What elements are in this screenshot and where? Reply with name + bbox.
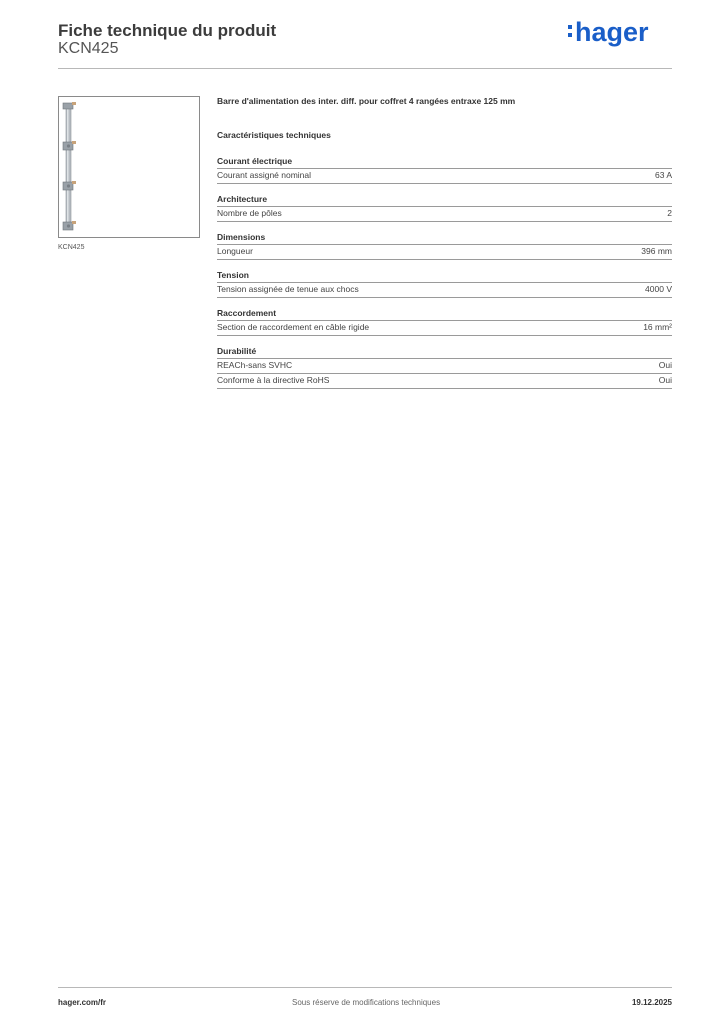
footer-disclaimer: Sous réserve de modifications techniques	[292, 998, 441, 1007]
logo-text: hager	[575, 17, 649, 47]
spec-row	[217, 245, 672, 260]
product-image-frame	[58, 96, 200, 238]
section-raccordement	[217, 308, 672, 336]
section-title: Courant électrique	[217, 156, 672, 169]
busbar-product-image	[59, 97, 199, 237]
section-title: Tension	[217, 270, 672, 283]
page-title: Fiche technique du produit	[58, 21, 277, 40]
spec-label: Nombre de pôles	[217, 208, 282, 218]
spec-label: Section de raccordement en câble rigide	[217, 322, 370, 332]
spec-value: Oui	[658, 375, 672, 385]
spec-value: 2	[667, 208, 672, 218]
footer-divider	[58, 987, 672, 988]
section-title: Raccordement	[217, 308, 672, 321]
spec-value: 396 mm	[641, 246, 672, 256]
product-details	[217, 95, 672, 399]
footer-website-link[interactable]: hager.com/fr	[58, 998, 107, 1007]
footer-date: 19.12.2025	[631, 998, 672, 1007]
spec-row	[217, 374, 672, 389]
section-tension	[217, 270, 672, 298]
spec-row	[217, 359, 672, 374]
spec-value: 4000 V	[645, 284, 672, 294]
spec-label: Longueur	[217, 246, 253, 256]
spec-label: Conforme à la directive RoHS	[217, 375, 330, 385]
product-code: KCN425	[58, 40, 119, 57]
section-title: Architecture	[217, 194, 672, 207]
spec-value: 63 A	[654, 170, 672, 180]
spec-value: Oui	[658, 360, 672, 370]
hager-logo	[566, 14, 660, 48]
section-architecture	[217, 194, 672, 222]
spec-label: Courant assigné nominal	[217, 170, 312, 180]
product-description: Barre d'alimentation des inter. diff. pour coffret 4 rangées entraxe 125 mm	[217, 96, 516, 106]
spec-value: 16 mm²	[643, 322, 672, 332]
section-title: Durabilité	[217, 346, 672, 359]
spec-row	[217, 283, 672, 298]
spec-label: REACh-sans SVHC	[217, 360, 293, 370]
spec-row	[217, 207, 672, 222]
header-divider	[58, 68, 672, 69]
spec-row	[217, 169, 672, 184]
section-dimensions	[217, 232, 672, 260]
spec-label: Tension assignée de tenue aux chocs	[217, 284, 359, 294]
section-courant	[217, 156, 672, 184]
product-image-caption: KCN425	[58, 244, 85, 251]
characteristics-title: Caractéristiques techniques	[217, 130, 331, 140]
section-durabilite	[217, 346, 672, 389]
spec-row	[217, 321, 672, 336]
section-title: Dimensions	[217, 232, 672, 245]
